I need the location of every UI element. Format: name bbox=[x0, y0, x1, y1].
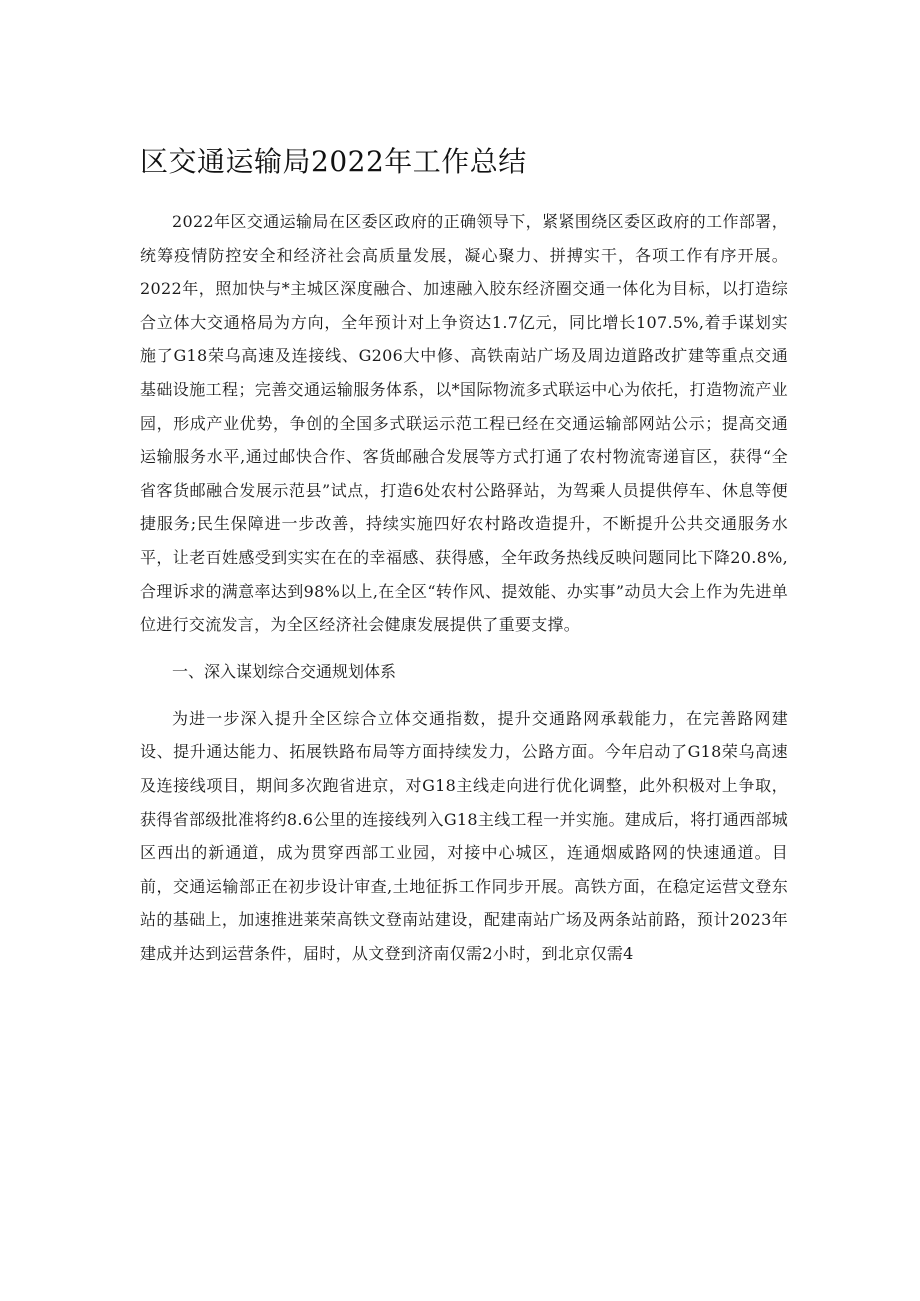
document-title: 区交通运输局2022年工作总结 bbox=[140, 145, 527, 178]
section-heading: 一、深入谋划综合交通规划体系 bbox=[172, 661, 397, 681]
paragraph-planning: 为进一步深入提升全区综合立体交通指数，提升交通路网承载能力，在完善路网建设、提升通达能力、拓展铁路布局等方面持续发力，公路方面。今年启动了G18荣乌高速及连接线项目，期间多次跑省进京，对G18主线走向进行优化调整，此外积极对上争取，获得省部级批准将约8.6公里的连接线列入G18主线工程一并实施。建成后，将打通西部城区西出的新通道，成为贯穿西部工业园，对接中心城区，连通烟威路网的快速通道。目前，交通运输部正在初步设计审查,土地征拆工作同步开展。高铁方面，在稳定运营文登东站的基础上，加速推进莱荣高铁文登南站建设，配建南站广场及两条站前路，预计2023年建成并达到运营条件，届时，从文登到济南仅需2小时，到北京仅需4 bbox=[140, 708, 788, 963]
paragraph-summary: 2022年区交通运输局在区委区政府的正确领导下，紧紧围绕区委区政府的工作部署，统筹疫情防控安全和经济社会高质量发展，凝心聚力、拼搏实干，各项工作有序开展。2022年，照加快与*主城区深度融合、加速融入胶东经济圈交通一体化为目标，以打造综合立体大交通格局为方向，全年预计对上争资达1.7亿元，同比增长107.5%,着手谋划实施了G18荣乌高速及连接线、G206大中修、高铁南站广场及周边道路改扩建等重点交通基础设施工程；完善交通运输服务体系，以*国际物流多式联运中心为依托，打造物流产业园，形成产业优势，争创的全国多式联运示范工程已经在交通运输部网站公示；提高交通运输服务水平,通过邮快合作、客货邮融合发展等方式打通了农村物流寄递盲区，获得“全省客货邮融合发展示范县”试点，打造6处农村公路驿站，为驾乘人员提供停车、休息等便捷服务;民生保障进一步改善，持续实施四好农村路改造提升，不断提升公共交通服务水平，让老百姓感受到实实在在的幸福感、获得感，全年政务热线反映问题同比下降20.8%,合理诉求的满意率达到98%以上,在全区“转作风、提效能、办实事”动员大会上作为先进单位进行交流发言，为全区经济社会健康发展提供了重要支撑。 bbox=[140, 212, 788, 635]
document-body bbox=[140, 205, 788, 970]
